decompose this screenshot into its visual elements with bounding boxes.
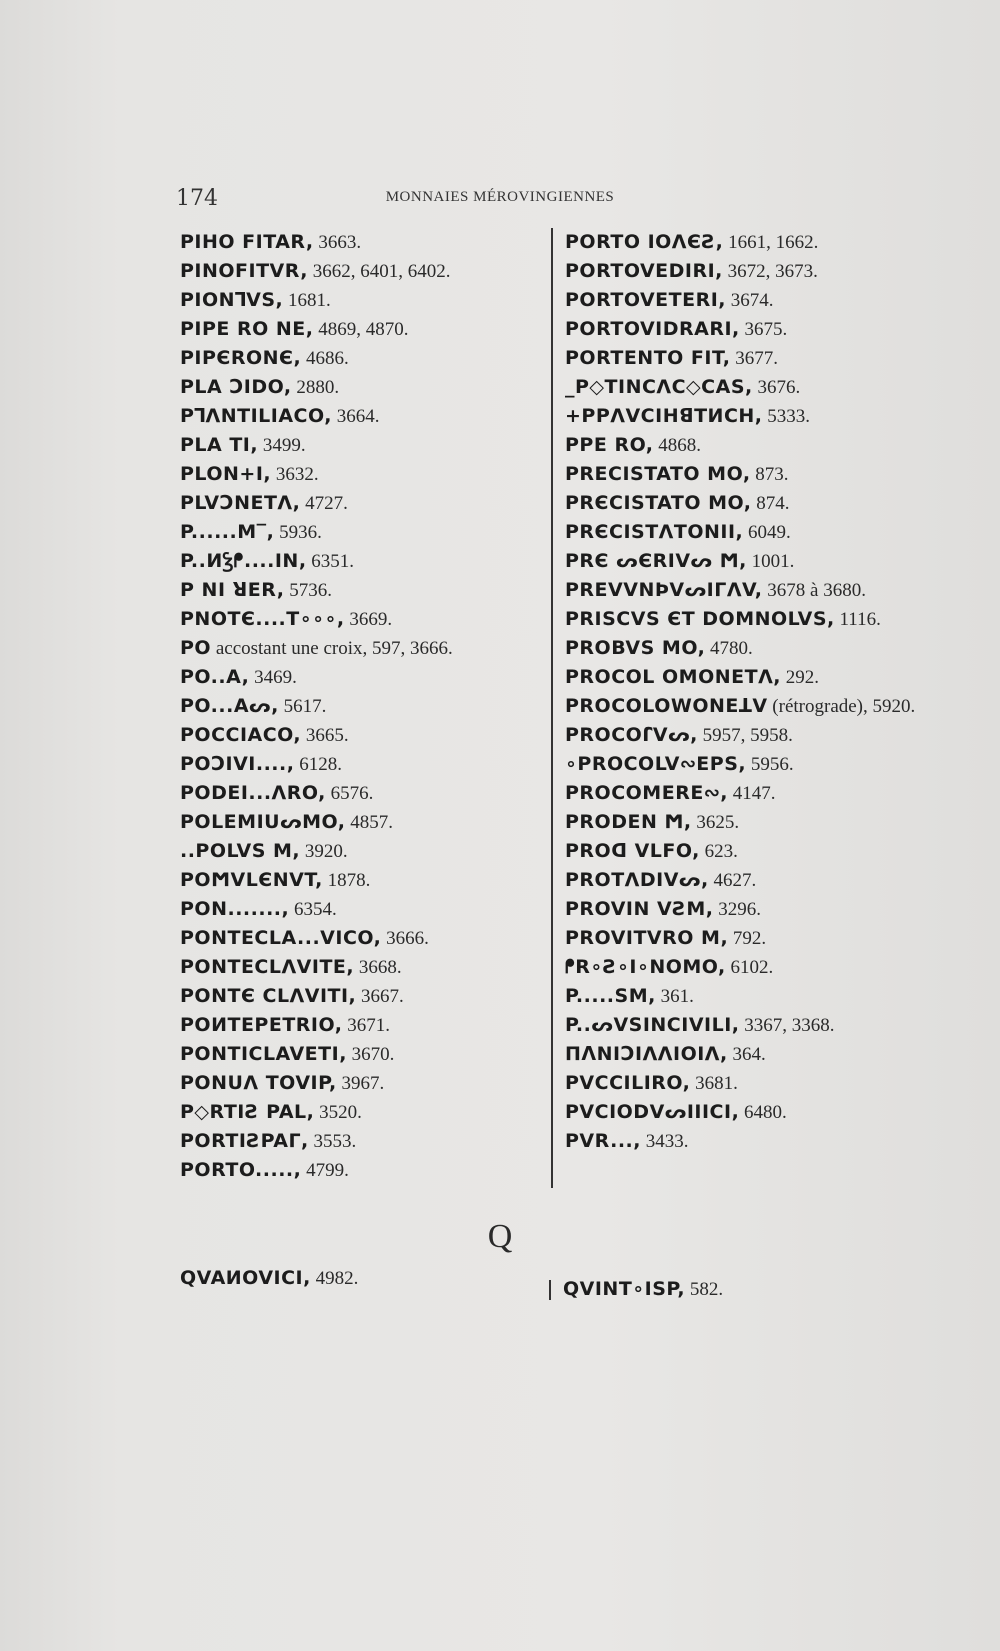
coin-legend: P.....SM, xyxy=(565,985,656,1007)
coin-legend: PNOTЄ....T∘∘∘, xyxy=(180,608,345,630)
coin-references: 1116. xyxy=(834,609,881,630)
coin-legend: PROCOꓩVᔕ, xyxy=(565,724,698,746)
coin-legend: PONUΛ TOVIP, xyxy=(180,1072,337,1094)
coin-references: 3678 à 3680. xyxy=(762,580,866,601)
coin-references: 3666. xyxy=(381,928,429,949)
index-entry xyxy=(180,750,540,779)
index-entry xyxy=(565,634,955,663)
index-entry xyxy=(180,634,540,663)
coin-legend: POCCIACO, xyxy=(180,724,302,746)
coin-legend: PRISCVS ЄT DOMNOLVS, xyxy=(565,608,835,630)
coin-references: 623. xyxy=(699,841,738,862)
coin-legend: PLVꓛNETΛ, xyxy=(180,492,301,514)
index-entry xyxy=(565,779,955,808)
index-entry xyxy=(565,721,955,750)
coin-legend: PORTOVETERI, xyxy=(565,289,726,311)
coin-legend: PORTIꙄPAΓ, xyxy=(180,1130,309,1152)
running-title: MONNAIES MÉROVINGIENNES xyxy=(385,189,615,205)
coin-legend: PLA ꓛIDO, xyxy=(180,376,292,398)
coin-legend: PODEI...ΛRO, xyxy=(180,782,326,804)
coin-references: 3967. xyxy=(336,1073,385,1094)
coin-references: 364. xyxy=(727,1044,766,1065)
coin-legend: PROCOLOWONEꓕV xyxy=(565,695,768,717)
index-entry xyxy=(565,1069,955,1098)
index-entry xyxy=(180,982,540,1011)
coin-legend: PRECISTATO MO, xyxy=(565,463,751,485)
coin-references: 3662, 6401, 6402. xyxy=(307,261,451,282)
coin-references: 4686. xyxy=(301,348,349,369)
coin-references: 6128. xyxy=(294,754,342,775)
index-entry xyxy=(565,344,955,373)
coin-legend: POИTEPETRIO, xyxy=(180,1014,343,1036)
index-entry xyxy=(180,808,540,837)
coin-references: 3664. xyxy=(331,406,380,427)
coin-legend: PRЄ ᔕЄRIVᔕ Ϻ, xyxy=(565,550,747,572)
index-entry xyxy=(565,460,955,489)
index-entry xyxy=(565,1011,955,1040)
coin-references: accostant une croix, 597, 3666. xyxy=(211,638,453,659)
coin-references: 3663. xyxy=(313,232,362,253)
coin-references: 361. xyxy=(655,986,694,1007)
coin-references: 1001. xyxy=(746,551,795,572)
index-entry xyxy=(180,402,540,431)
index-entry xyxy=(180,1069,540,1098)
coin-legend: PROVITVRO M, xyxy=(565,927,729,949)
index-entry xyxy=(180,547,540,576)
coin-references: 3670. xyxy=(346,1044,395,1065)
coin-legend: QVINT∘ISP, xyxy=(563,1278,686,1300)
coin-legend: PRЄCISTΛTONII, xyxy=(565,521,744,543)
coin-legend: PROCOL OMONETΛ, xyxy=(565,666,781,688)
coin-legend: PROVIN VꙄM, xyxy=(565,898,714,920)
coin-references: 3667. xyxy=(356,986,404,1007)
coin-legend: QVAИOVICI, xyxy=(180,1267,311,1289)
coin-legend: PRODEN Ϻ, xyxy=(565,811,692,833)
coin-legend: PLON+I, xyxy=(180,463,272,485)
coin-references: 3676. xyxy=(752,377,801,398)
index-entry xyxy=(565,286,955,315)
coin-legend: PꓶΛNTILIACO, xyxy=(180,405,332,427)
coin-legend: +PPΛVCIHꓭTИCH, xyxy=(565,405,763,427)
coin-references: 1878. xyxy=(322,870,371,891)
index-entry xyxy=(180,1127,540,1156)
coin-references: 4857. xyxy=(345,812,394,833)
coin-references: 5936. xyxy=(274,522,322,543)
coin-legend: _P◇TINCΛC◇CAS, xyxy=(565,376,753,398)
coin-references: 4982. xyxy=(310,1268,359,1289)
coin-legend: PORTO IOΛЄꙄ, xyxy=(565,231,724,253)
coin-legend: PPE RO, xyxy=(565,434,654,456)
coin-references: 3674. xyxy=(726,290,774,311)
coin-references: 5957, 5958. xyxy=(697,725,793,746)
index-entry xyxy=(180,721,540,750)
coin-references: 3671. xyxy=(342,1015,390,1036)
coin-legend: PREVVNÞVᔕIΓΛV, xyxy=(565,579,763,601)
index-entry xyxy=(180,1156,540,1185)
coin-legend: P..ᔕVSINCIVILI, xyxy=(565,1014,740,1036)
index-entry xyxy=(180,605,540,634)
coin-legend: PONTECLΛVITE, xyxy=(180,956,355,978)
index-entry xyxy=(180,460,540,489)
column-divider-short xyxy=(549,1280,551,1300)
coin-references: 5736. xyxy=(284,580,332,601)
coin-legend: ∘PROCOLV∾EPS, xyxy=(565,753,747,775)
index-entry xyxy=(180,344,540,373)
index-entry xyxy=(549,1275,723,1304)
index-entry xyxy=(180,837,540,866)
index-entry xyxy=(565,982,955,1011)
index-entry xyxy=(565,663,955,692)
coin-references: 4727. xyxy=(300,493,348,514)
coin-legend: ᖰR∘Ꙅ∘I∘NOMO, xyxy=(565,956,726,978)
coin-references: 3469. xyxy=(249,667,297,688)
coin-references: 792. xyxy=(728,928,767,949)
index-entry xyxy=(180,257,540,286)
index-entry xyxy=(565,402,955,431)
index-entry xyxy=(180,924,540,953)
index-entry xyxy=(565,866,955,895)
index-entry xyxy=(565,228,955,257)
coin-legend: PON......., xyxy=(180,898,290,920)
index-entry xyxy=(180,953,540,982)
index-entry xyxy=(565,837,955,866)
section-letter-q: Q xyxy=(487,1218,513,1255)
index-entry xyxy=(565,953,955,982)
coin-legend: PIONꓶVS, xyxy=(180,289,284,311)
coin-references: 1661, 1662. xyxy=(723,232,819,253)
coin-legend: PO...Aᔕ, xyxy=(180,695,279,717)
coin-legend: PONTЄ CLΛVITI, xyxy=(180,985,357,1007)
index-entry xyxy=(180,895,540,924)
coin-references: 6049. xyxy=(743,522,791,543)
index-entry xyxy=(180,431,540,460)
index-entry xyxy=(180,518,540,547)
coin-legend: PONTECLA...VICO, xyxy=(180,927,382,949)
coin-references: 3632. xyxy=(271,464,319,485)
coin-references: 5333. xyxy=(762,406,811,427)
coin-references: (rétrograde), 5920. xyxy=(767,696,916,717)
coin-references: 5617. xyxy=(278,696,327,717)
coin-legend: POꓛIVI...., xyxy=(180,753,295,775)
index-entry xyxy=(565,895,955,924)
coin-legend: ..POLVS M, xyxy=(180,840,301,862)
coin-legend: PO xyxy=(180,637,212,659)
coin-legend: PORTO....., xyxy=(180,1159,302,1181)
index-entry xyxy=(565,692,955,721)
coin-legend: PORTOVEDIRI, xyxy=(565,260,723,282)
coin-legend: PVCCILIRO, xyxy=(565,1072,691,1094)
index-column-right xyxy=(565,228,955,1156)
index-entry xyxy=(565,1098,955,1127)
coin-legend: PIPЄRONЄ, xyxy=(180,347,302,369)
index-entry xyxy=(565,431,955,460)
index-entry xyxy=(565,576,955,605)
coin-legend: PROCOMERE∾, xyxy=(565,782,728,804)
coin-legend: PINOFITVR, xyxy=(180,260,308,282)
index-entry xyxy=(565,489,955,518)
coin-legend: PRЄCISTATO MO, xyxy=(565,492,752,514)
coin-references: 6480. xyxy=(739,1102,787,1123)
coin-references: 2880. xyxy=(291,377,340,398)
coin-references: 3669. xyxy=(344,609,393,630)
coin-legend: PROꓷ VLFO, xyxy=(565,840,700,862)
index-entry xyxy=(565,1127,955,1156)
coin-references: 4780. xyxy=(705,638,753,659)
column-divider xyxy=(551,228,553,1188)
index-entry xyxy=(180,1098,540,1127)
coin-references: 3668. xyxy=(354,957,402,978)
index-entry xyxy=(180,663,540,692)
coin-legend: PROTΛDIVᔕ, xyxy=(565,869,709,891)
coin-legend: P NI ꓤER, xyxy=(180,579,285,601)
coin-legend: POϺVLЄNVT, xyxy=(180,869,323,891)
coin-legend: PVCIODVᔕIIICI, xyxy=(565,1101,740,1123)
coin-references: 4627. xyxy=(708,870,757,891)
coin-references: 1681. xyxy=(283,290,331,311)
coin-legend: PORTENTO FIT, xyxy=(565,347,731,369)
coin-references: 4147. xyxy=(727,783,776,804)
coin-references: 4868. xyxy=(653,435,702,456)
coin-references: 3367, 3368. xyxy=(739,1015,835,1036)
coin-legend: PIPE RO NE, xyxy=(180,318,314,340)
coin-references: 3677. xyxy=(730,348,778,369)
coin-references: 3672, 3673. xyxy=(722,261,818,282)
index-entry xyxy=(180,315,540,344)
index-entry xyxy=(180,1040,540,1069)
coin-references: 3499. xyxy=(258,435,306,456)
coin-references: 6354. xyxy=(289,899,337,920)
index-entry xyxy=(180,866,540,895)
index-column-left xyxy=(180,228,540,1185)
index-entry xyxy=(180,373,540,402)
coin-legend: P◇RTIꙄ PAL, xyxy=(180,1101,315,1123)
coin-references: 4799. xyxy=(301,1160,349,1181)
coin-references: 3625. xyxy=(691,812,740,833)
coin-references: 4869, 4870. xyxy=(313,319,409,340)
coin-references: 3520. xyxy=(314,1102,362,1123)
coin-references: 3296. xyxy=(713,899,762,920)
coin-references: 5956. xyxy=(746,754,794,775)
coin-references: 6576. xyxy=(325,783,374,804)
coin-references: 873. xyxy=(750,464,789,485)
index-entry xyxy=(565,750,955,779)
coin-legend: PIHO FITAR, xyxy=(180,231,314,253)
index-entry xyxy=(180,1264,358,1293)
index-entry xyxy=(565,547,955,576)
coin-references: 3665. xyxy=(301,725,349,746)
coin-legend: POLEMIUᔕMO, xyxy=(180,811,346,833)
coin-references: 3553. xyxy=(308,1131,357,1152)
index-entry xyxy=(180,692,540,721)
coin-references: 874. xyxy=(751,493,790,514)
index-entry xyxy=(565,373,955,402)
index-entry xyxy=(565,315,955,344)
coin-legend: P......M‾, xyxy=(180,521,275,543)
coin-legend: PLA TI, xyxy=(180,434,259,456)
coin-legend: PO..A, xyxy=(180,666,250,688)
index-entry xyxy=(180,779,540,808)
index-entry xyxy=(565,1040,955,1069)
index-entry xyxy=(565,924,955,953)
index-entry xyxy=(180,228,540,257)
coin-legend: ΠꓥNIꓛIΛΛIOIΛ, xyxy=(565,1043,728,1065)
coin-references: 6351. xyxy=(306,551,355,572)
index-entry xyxy=(565,518,955,547)
coin-legend: PROBVS MO, xyxy=(565,637,706,659)
index-entry xyxy=(180,286,540,315)
coin-legend: P..ИꝢᖰ....IN, xyxy=(180,550,307,572)
coin-references: 3681. xyxy=(690,1073,738,1094)
coin-references: 292. xyxy=(781,667,819,688)
index-entry xyxy=(565,808,955,837)
index-entry xyxy=(180,489,540,518)
coin-references: 3675. xyxy=(739,319,788,340)
coin-legend: PORTOVIDRARI, xyxy=(565,318,740,340)
index-entry xyxy=(180,576,540,605)
coin-references: 582. xyxy=(685,1279,724,1300)
index-entry xyxy=(565,257,955,286)
index-entry xyxy=(180,1011,540,1040)
coin-references: 3920. xyxy=(300,841,348,862)
coin-legend: PONTICLAVETI, xyxy=(180,1043,347,1065)
page-number: 174 xyxy=(176,186,218,211)
coin-legend: PVR..., xyxy=(565,1130,641,1152)
coin-references: 6102. xyxy=(725,957,774,978)
coin-references: 3433. xyxy=(640,1131,689,1152)
index-entry xyxy=(565,605,955,634)
